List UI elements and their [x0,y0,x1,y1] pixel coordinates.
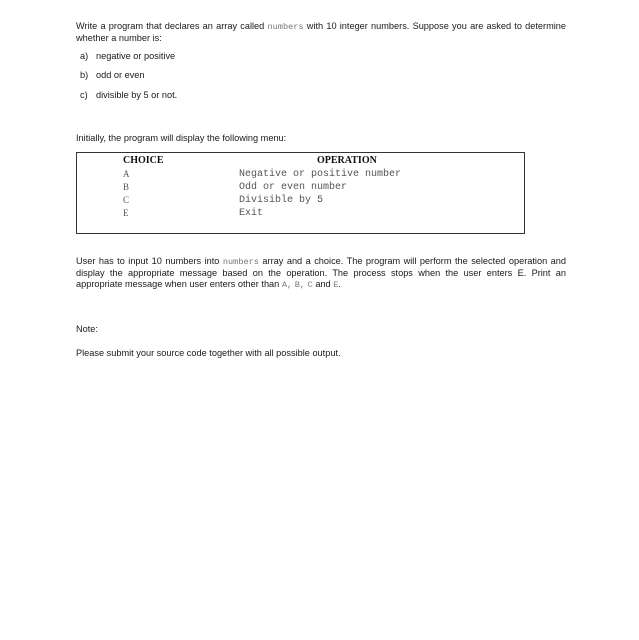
option-a [80,51,175,62]
intro-text-end: with 10 integer numbers. Suppose you are asked to determine whether a number is: [76,21,567,43]
menu-choice-a: A [123,169,130,179]
instructions-code-b: B, [294,280,306,290]
instructions-paragraph [76,256,566,291]
option-c-marker: c) [80,90,88,100]
menu-table [76,152,525,234]
intro-code-numbers: numbers [267,22,304,32]
menu-choice-b: B [123,182,130,192]
menu-operation-e: Exit [239,208,264,219]
instructions-code-numbers: numbers [222,257,259,267]
note-label: Note: [76,324,98,334]
option-a-text: negative or positive [96,51,176,61]
instructions-code-a: A, [281,280,293,290]
menu-intro: Initially, the program will display the following menu: [76,133,287,143]
option-a-marker: a) [80,51,89,61]
menu-choice-e: E [123,208,129,218]
menu-operation-c: Divisible by 5 [239,195,324,206]
menu-operation-header: OPERATION [317,155,377,166]
option-b-text: odd or even [96,70,145,80]
instructions-text-2: array and a choice. The program will perform the selected operation and display the appropriate message based on the operation. The process stops when the user enters E. Print an appropriate message when user enters other than [76,256,566,289]
instructions-code-e: E [333,280,339,290]
option-c [80,90,177,101]
instructions-end: . [338,279,341,289]
intro-text-start: Write a program that declares an array called [76,21,268,31]
option-c-text: divisible by 5 or not. [96,90,178,100]
intro-paragraph [76,21,566,44]
menu-operation-a: Negative or positive number [239,169,402,180]
menu-choice-header: CHOICE [123,155,164,166]
menu-choice-c: C [123,195,130,205]
instructions-text-1: User has to input 10 numbers into [76,256,223,266]
instructions-and: and [312,279,334,289]
option-b [80,70,145,81]
submit-instruction: Please submit your source code together with all possible output. [76,348,341,358]
menu-operation-b: Odd or even number [239,182,348,193]
option-b-marker: b) [80,70,89,80]
instructions-code-c: C [307,280,313,290]
